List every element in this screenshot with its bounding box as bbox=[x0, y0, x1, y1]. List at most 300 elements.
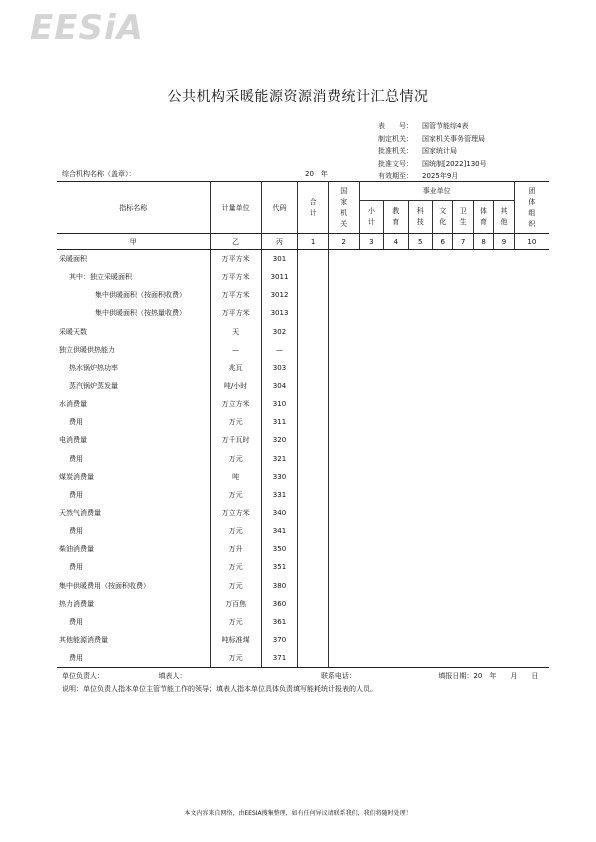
column-number: 甲 bbox=[57, 234, 210, 250]
data-cell-shiye[interactable] bbox=[408, 631, 432, 649]
row-indicator-name: 费用 bbox=[69, 454, 83, 463]
row-code: 331 bbox=[261, 486, 298, 504]
data-cell-tuanti[interactable] bbox=[514, 341, 549, 359]
data-cell-state-org[interactable] bbox=[328, 395, 359, 413]
data-cell-state-org[interactable] bbox=[328, 268, 359, 286]
data-cell-total[interactable] bbox=[298, 468, 329, 486]
data-cell-shiye[interactable] bbox=[433, 250, 453, 269]
data-cell-shiye[interactable] bbox=[408, 450, 432, 468]
data-cell-shiye[interactable] bbox=[384, 395, 408, 413]
table-row bbox=[57, 413, 549, 431]
row-unit: 万元 bbox=[210, 486, 261, 504]
data-cell-shiye[interactable] bbox=[453, 649, 473, 668]
data-cell-shiye[interactable] bbox=[384, 250, 408, 269]
data-cell-shiye[interactable] bbox=[453, 613, 473, 631]
data-cell-shiye[interactable] bbox=[384, 359, 408, 377]
data-cell-shiye[interactable] bbox=[473, 395, 493, 413]
column-number: 10 bbox=[514, 234, 549, 250]
data-cell-shiye[interactable] bbox=[494, 504, 514, 522]
data-cell-shiye[interactable] bbox=[408, 250, 432, 269]
data-cell-shiye[interactable] bbox=[494, 486, 514, 504]
data-cell-total[interactable] bbox=[298, 486, 329, 504]
data-cell-shiye[interactable] bbox=[453, 268, 473, 286]
row-code: 311 bbox=[261, 413, 298, 431]
table-row bbox=[57, 286, 549, 304]
meta-row bbox=[378, 133, 487, 146]
data-cell-shiye[interactable] bbox=[473, 323, 493, 341]
data-cell-tuanti[interactable] bbox=[514, 577, 549, 595]
data-cell-total[interactable] bbox=[298, 631, 329, 649]
data-cell-tuanti[interactable] bbox=[514, 595, 549, 613]
data-cell-shiye[interactable] bbox=[433, 395, 453, 413]
data-cell-shiye[interactable] bbox=[408, 431, 432, 449]
data-cell-shiye[interactable] bbox=[453, 286, 473, 304]
data-cell-shiye[interactable] bbox=[408, 522, 432, 540]
data-cell-shiye[interactable] bbox=[494, 286, 514, 304]
data-cell-tuanti[interactable] bbox=[514, 558, 549, 576]
data-cell-shiye[interactable] bbox=[433, 377, 453, 395]
data-cell-total[interactable] bbox=[298, 268, 329, 286]
row-unit: 兆瓦 bbox=[210, 359, 261, 377]
data-cell-shiye[interactable] bbox=[384, 522, 408, 540]
data-cell-total[interactable] bbox=[298, 613, 329, 631]
data-cell-state-org[interactable] bbox=[328, 595, 359, 613]
data-cell-shiye[interactable] bbox=[453, 450, 473, 468]
data-cell-shiye[interactable] bbox=[433, 504, 453, 522]
data-cell-shiye[interactable] bbox=[359, 250, 383, 269]
data-cell-state-org[interactable] bbox=[328, 323, 359, 341]
table-row bbox=[57, 613, 549, 631]
data-cell-shiye[interactable] bbox=[494, 540, 514, 558]
data-cell-shiye[interactable] bbox=[408, 468, 432, 486]
data-cell-shiye[interactable] bbox=[433, 649, 453, 668]
data-cell-shiye[interactable] bbox=[473, 613, 493, 631]
data-cell-shiye[interactable] bbox=[453, 359, 473, 377]
data-cell-shiye[interactable] bbox=[473, 304, 493, 322]
data-cell-shiye[interactable] bbox=[433, 631, 453, 649]
column-number: 8 bbox=[473, 234, 493, 250]
row-code: 301 bbox=[261, 250, 298, 269]
data-cell-total[interactable] bbox=[298, 377, 329, 395]
row-indicator-name: 费用 bbox=[69, 527, 83, 536]
data-cell-shiye[interactable] bbox=[453, 468, 473, 486]
data-cell-shiye[interactable] bbox=[494, 413, 514, 431]
data-cell-shiye[interactable] bbox=[453, 377, 473, 395]
data-cell-shiye[interactable] bbox=[494, 577, 514, 595]
data-cell-shiye[interactable] bbox=[473, 649, 493, 668]
data-cell-shiye[interactable] bbox=[408, 304, 432, 322]
data-cell-shiye[interactable] bbox=[408, 504, 432, 522]
data-cell-shiye[interactable] bbox=[433, 577, 453, 595]
data-cell-shiye[interactable] bbox=[408, 577, 432, 595]
table-row bbox=[57, 431, 549, 449]
data-cell-shiye[interactable] bbox=[494, 595, 514, 613]
data-cell-shiye[interactable] bbox=[359, 613, 383, 631]
column-number: 2 bbox=[328, 234, 359, 250]
row-indicator-name: 费用 bbox=[69, 617, 83, 626]
data-cell-state-org[interactable] bbox=[328, 250, 359, 269]
data-cell-shiye[interactable] bbox=[494, 395, 514, 413]
data-cell-shiye[interactable] bbox=[473, 631, 493, 649]
data-cell-shiye[interactable] bbox=[433, 268, 453, 286]
data-cell-shiye[interactable] bbox=[433, 323, 453, 341]
data-cell-shiye[interactable] bbox=[473, 504, 493, 522]
row-indicator-name: 集中供暖面积（按热量收费） bbox=[95, 309, 186, 318]
data-cell-shiye[interactable] bbox=[359, 395, 383, 413]
data-cell-shiye[interactable] bbox=[453, 595, 473, 613]
data-cell-total[interactable] bbox=[298, 341, 329, 359]
data-cell-state-org[interactable] bbox=[328, 304, 359, 322]
data-cell-total[interactable] bbox=[298, 649, 329, 668]
data-cell-shiye[interactable] bbox=[384, 631, 408, 649]
data-cell-shiye[interactable] bbox=[384, 304, 408, 322]
data-cell-tuanti[interactable] bbox=[514, 522, 549, 540]
data-cell-shiye[interactable] bbox=[433, 540, 453, 558]
row-code: 304 bbox=[261, 377, 298, 395]
data-cell-shiye[interactable] bbox=[473, 468, 493, 486]
data-cell-tuanti[interactable] bbox=[514, 468, 549, 486]
row-code: 360 bbox=[261, 595, 298, 613]
data-cell-shiye[interactable] bbox=[473, 558, 493, 576]
data-cell-shiye[interactable] bbox=[494, 341, 514, 359]
footer-signatures bbox=[62, 671, 538, 681]
data-cell-shiye[interactable] bbox=[494, 631, 514, 649]
data-cell-tuanti[interactable] bbox=[514, 395, 549, 413]
data-cell-shiye[interactable] bbox=[494, 522, 514, 540]
data-cell-shiye[interactable] bbox=[359, 504, 383, 522]
data-cell-shiye[interactable] bbox=[473, 577, 493, 595]
data-cell-total[interactable] bbox=[298, 577, 329, 595]
data-cell-shiye[interactable] bbox=[384, 468, 408, 486]
data-cell-shiye[interactable] bbox=[433, 304, 453, 322]
data-cell-shiye[interactable] bbox=[408, 268, 432, 286]
data-cell-shiye[interactable] bbox=[384, 323, 408, 341]
meta-value: 国管节能综4表 bbox=[422, 122, 469, 130]
data-cell-shiye[interactable] bbox=[384, 486, 408, 504]
data-cell-total[interactable] bbox=[298, 522, 329, 540]
row-unit: 天 bbox=[210, 323, 261, 341]
data-cell-shiye[interactable] bbox=[408, 286, 432, 304]
meta-value: 国家机关事务管理局 bbox=[422, 134, 485, 143]
data-cell-shiye[interactable] bbox=[453, 341, 473, 359]
data-cell-shiye[interactable] bbox=[453, 395, 473, 413]
data-cell-shiye[interactable] bbox=[408, 613, 432, 631]
row-unit: 万平方米 bbox=[210, 268, 261, 286]
data-cell-state-org[interactable] bbox=[328, 286, 359, 304]
row-unit: 吨/小时 bbox=[210, 377, 261, 395]
data-cell-tuanti[interactable] bbox=[514, 631, 549, 649]
meta-value: 2025年9月 bbox=[422, 172, 459, 180]
data-cell-shiye[interactable] bbox=[433, 359, 453, 377]
data-cell-shiye[interactable] bbox=[384, 377, 408, 395]
data-cell-shiye[interactable] bbox=[359, 631, 383, 649]
data-cell-state-org[interactable] bbox=[328, 504, 359, 522]
data-cell-shiye[interactable] bbox=[384, 613, 408, 631]
data-cell-state-org[interactable] bbox=[328, 631, 359, 649]
data-cell-shiye[interactable] bbox=[408, 558, 432, 576]
data-cell-shiye[interactable] bbox=[453, 577, 473, 595]
data-cell-shiye[interactable] bbox=[359, 486, 383, 504]
table-row bbox=[57, 522, 549, 540]
data-cell-shiye[interactable] bbox=[494, 323, 514, 341]
data-cell-shiye[interactable] bbox=[494, 359, 514, 377]
data-cell-shiye[interactable] bbox=[453, 431, 473, 449]
row-unit: 万升 bbox=[210, 540, 261, 558]
data-cell-shiye[interactable] bbox=[359, 341, 383, 359]
data-cell-state-org[interactable] bbox=[328, 540, 359, 558]
data-cell-shiye[interactable] bbox=[473, 595, 493, 613]
data-cell-shiye[interactable] bbox=[408, 649, 432, 668]
data-cell-shiye[interactable] bbox=[494, 450, 514, 468]
row-code: 3012 bbox=[261, 286, 298, 304]
row-unit: 万立方米 bbox=[210, 395, 261, 413]
data-cell-tuanti[interactable] bbox=[514, 413, 549, 431]
data-cell-shiye[interactable] bbox=[433, 558, 453, 576]
data-cell-shiye[interactable] bbox=[453, 413, 473, 431]
data-cell-shiye[interactable] bbox=[494, 558, 514, 576]
data-cell-shiye[interactable] bbox=[384, 286, 408, 304]
row-unit: 万元 bbox=[210, 649, 261, 668]
table-row bbox=[57, 595, 549, 613]
data-cell-shiye[interactable] bbox=[473, 359, 493, 377]
data-cell-shiye[interactable] bbox=[473, 413, 493, 431]
data-cell-shiye[interactable] bbox=[384, 431, 408, 449]
data-cell-shiye[interactable] bbox=[494, 613, 514, 631]
data-cell-state-org[interactable] bbox=[328, 522, 359, 540]
data-cell-total[interactable] bbox=[298, 413, 329, 431]
data-cell-shiye[interactable] bbox=[494, 649, 514, 668]
data-cell-shiye[interactable] bbox=[408, 377, 432, 395]
data-cell-shiye[interactable] bbox=[494, 250, 514, 269]
data-cell-shiye[interactable] bbox=[359, 468, 383, 486]
data-cell-shiye[interactable] bbox=[408, 341, 432, 359]
column-number: 3 bbox=[359, 234, 383, 250]
data-cell-shiye[interactable] bbox=[359, 268, 383, 286]
data-cell-shiye[interactable] bbox=[433, 413, 453, 431]
data-cell-state-org[interactable] bbox=[328, 558, 359, 576]
data-cell-shiye[interactable] bbox=[453, 250, 473, 269]
data-cell-shiye[interactable] bbox=[453, 540, 473, 558]
data-cell-total[interactable] bbox=[298, 558, 329, 576]
row-code: 303 bbox=[261, 359, 298, 377]
data-cell-shiye[interactable] bbox=[433, 286, 453, 304]
data-cell-shiye[interactable] bbox=[408, 413, 432, 431]
data-cell-tuanti[interactable] bbox=[514, 431, 549, 449]
col-header-sub: 科 技 bbox=[408, 201, 432, 234]
data-cell-total[interactable] bbox=[298, 304, 329, 322]
data-cell-shiye[interactable] bbox=[433, 468, 453, 486]
data-cell-shiye[interactable] bbox=[473, 540, 493, 558]
col-header-sub: 其 他 bbox=[494, 201, 514, 234]
data-cell-shiye[interactable] bbox=[494, 468, 514, 486]
data-cell-total[interactable] bbox=[298, 450, 329, 468]
data-cell-total[interactable] bbox=[298, 595, 329, 613]
data-cell-tuanti[interactable] bbox=[514, 286, 549, 304]
data-cell-shiye[interactable] bbox=[359, 522, 383, 540]
data-cell-state-org[interactable] bbox=[328, 413, 359, 431]
data-cell-shiye[interactable] bbox=[453, 486, 473, 504]
data-cell-shiye[interactable] bbox=[433, 341, 453, 359]
col-header-indicator: 指标名称 bbox=[57, 182, 210, 234]
data-cell-tuanti[interactable] bbox=[514, 504, 549, 522]
data-cell-state-org[interactable] bbox=[328, 577, 359, 595]
data-cell-tuanti[interactable] bbox=[514, 540, 549, 558]
data-cell-tuanti[interactable] bbox=[514, 323, 549, 341]
data-cell-shiye[interactable] bbox=[433, 613, 453, 631]
data-cell-shiye[interactable] bbox=[453, 558, 473, 576]
data-cell-shiye[interactable] bbox=[359, 359, 383, 377]
data-cell-tuanti[interactable] bbox=[514, 268, 549, 286]
data-cell-shiye[interactable] bbox=[473, 486, 493, 504]
meta-row bbox=[378, 158, 487, 171]
data-cell-tuanti[interactable] bbox=[514, 613, 549, 631]
data-cell-shiye[interactable] bbox=[453, 323, 473, 341]
data-cell-shiye[interactable] bbox=[453, 304, 473, 322]
data-cell-shiye[interactable] bbox=[433, 450, 453, 468]
row-indicator-name: 电消费量 bbox=[59, 436, 87, 445]
data-cell-tuanti[interactable] bbox=[514, 304, 549, 322]
data-cell-shiye[interactable] bbox=[384, 450, 408, 468]
data-cell-shiye[interactable] bbox=[433, 595, 453, 613]
data-cell-shiye[interactable] bbox=[473, 431, 493, 449]
row-indicator-name: 费用 bbox=[69, 418, 83, 427]
data-cell-shiye[interactable] bbox=[408, 595, 432, 613]
col-header-tuanti: 团 体 组 织 bbox=[514, 182, 549, 234]
data-cell-shiye[interactable] bbox=[494, 377, 514, 395]
data-cell-shiye[interactable] bbox=[384, 595, 408, 613]
data-cell-shiye[interactable] bbox=[494, 268, 514, 286]
data-cell-shiye[interactable] bbox=[359, 413, 383, 431]
row-code: 330 bbox=[261, 468, 298, 486]
data-cell-tuanti[interactable] bbox=[514, 377, 549, 395]
form-meta-block bbox=[378, 120, 487, 183]
data-cell-tuanti[interactable] bbox=[514, 359, 549, 377]
row-indicator-name: 其他能源消费量 bbox=[59, 636, 108, 645]
row-indicator-name: 水消费量 bbox=[59, 400, 87, 409]
data-cell-shiye[interactable] bbox=[359, 377, 383, 395]
row-unit: 万百焦 bbox=[210, 595, 261, 613]
column-number: 5 bbox=[408, 234, 432, 250]
row-code: 371 bbox=[261, 649, 298, 668]
data-cell-total[interactable] bbox=[298, 359, 329, 377]
data-cell-total[interactable] bbox=[298, 323, 329, 341]
row-unit: 万元 bbox=[210, 613, 261, 631]
row-indicator-name: 集中供暖费用（按面积收费） bbox=[59, 581, 150, 590]
data-cell-shiye[interactable] bbox=[473, 286, 493, 304]
row-unit: 万元 bbox=[210, 577, 261, 595]
data-cell-total[interactable] bbox=[298, 286, 329, 304]
data-cell-total[interactable] bbox=[298, 395, 329, 413]
data-cell-shiye[interactable] bbox=[359, 431, 383, 449]
data-cell-tuanti[interactable] bbox=[514, 486, 549, 504]
data-cell-state-org[interactable] bbox=[328, 613, 359, 631]
data-cell-shiye[interactable] bbox=[408, 540, 432, 558]
row-indicator-name: 热力消费量 bbox=[59, 599, 94, 608]
data-cell-shiye[interactable] bbox=[359, 286, 383, 304]
data-cell-total[interactable] bbox=[298, 504, 329, 522]
data-cell-shiye[interactable] bbox=[359, 577, 383, 595]
data-cell-tuanti[interactable] bbox=[514, 250, 549, 269]
column-number: 1 bbox=[298, 234, 329, 250]
meta-key: 批准文号： bbox=[378, 159, 413, 168]
data-cell-shiye[interactable] bbox=[408, 359, 432, 377]
data-cell-total[interactable] bbox=[298, 540, 329, 558]
data-cell-shiye[interactable] bbox=[359, 558, 383, 576]
row-indicator-name: 天然气消费量 bbox=[59, 509, 101, 518]
col-header-state-org: 国 家 机 关 bbox=[328, 182, 359, 234]
data-cell-shiye[interactable] bbox=[384, 341, 408, 359]
row-indicator-name: 集中供暖面积（按面积收费） bbox=[95, 291, 186, 300]
data-cell-shiye[interactable] bbox=[433, 522, 453, 540]
data-cell-shiye[interactable] bbox=[473, 522, 493, 540]
data-cell-shiye[interactable] bbox=[453, 522, 473, 540]
data-cell-shiye[interactable] bbox=[359, 649, 383, 668]
data-cell-shiye[interactable] bbox=[494, 431, 514, 449]
data-cell-shiye[interactable] bbox=[408, 486, 432, 504]
table-row bbox=[57, 649, 549, 668]
data-cell-shiye[interactable] bbox=[384, 577, 408, 595]
data-cell-shiye[interactable] bbox=[473, 341, 493, 359]
data-cell-total[interactable] bbox=[298, 250, 329, 269]
row-unit: 万立方米 bbox=[210, 504, 261, 522]
data-cell-shiye[interactable] bbox=[473, 268, 493, 286]
data-cell-state-org[interactable] bbox=[328, 468, 359, 486]
data-cell-shiye[interactable] bbox=[359, 450, 383, 468]
data-cell-shiye[interactable] bbox=[384, 268, 408, 286]
data-cell-shiye[interactable] bbox=[453, 631, 473, 649]
data-cell-state-org[interactable] bbox=[328, 377, 359, 395]
data-cell-tuanti[interactable] bbox=[514, 649, 549, 668]
data-cell-shiye[interactable] bbox=[359, 540, 383, 558]
data-cell-shiye[interactable] bbox=[359, 323, 383, 341]
data-cell-tuanti[interactable] bbox=[514, 450, 549, 468]
data-cell-shiye[interactable] bbox=[408, 395, 432, 413]
data-cell-shiye[interactable] bbox=[408, 323, 432, 341]
data-cell-state-org[interactable] bbox=[328, 649, 359, 668]
data-cell-state-org[interactable] bbox=[328, 341, 359, 359]
data-cell-shiye[interactable] bbox=[473, 450, 493, 468]
table-row bbox=[57, 468, 549, 486]
table-row bbox=[57, 577, 549, 595]
row-indicator-name: 独立供暖供热能力 bbox=[59, 345, 115, 354]
data-cell-state-org[interactable] bbox=[328, 450, 359, 468]
data-cell-shiye[interactable] bbox=[384, 413, 408, 431]
data-cell-shiye[interactable] bbox=[433, 486, 453, 504]
data-cell-shiye[interactable] bbox=[384, 649, 408, 668]
data-cell-shiye[interactable] bbox=[453, 504, 473, 522]
data-cell-total[interactable] bbox=[298, 431, 329, 449]
row-unit: — bbox=[210, 341, 261, 359]
data-cell-shiye[interactable] bbox=[494, 304, 514, 322]
data-cell-shiye[interactable] bbox=[359, 304, 383, 322]
data-cell-state-org[interactable] bbox=[328, 486, 359, 504]
data-cell-shiye[interactable] bbox=[433, 431, 453, 449]
footer-phone: 联系电话： bbox=[320, 672, 356, 680]
data-cell-shiye[interactable] bbox=[473, 250, 493, 269]
data-cell-shiye[interactable] bbox=[384, 540, 408, 558]
row-indicator-name: 费用 bbox=[57, 649, 210, 668]
data-cell-state-org[interactable] bbox=[328, 431, 359, 449]
data-cell-shiye[interactable] bbox=[384, 558, 408, 576]
row-unit: 万平方米 bbox=[210, 304, 261, 322]
row-indicator-name: 柴油消费量 bbox=[59, 545, 94, 554]
row-unit: 万元 bbox=[210, 558, 261, 576]
data-cell-shiye[interactable] bbox=[384, 504, 408, 522]
col-header-code: 代码 bbox=[261, 182, 298, 234]
data-cell-shiye[interactable] bbox=[359, 595, 383, 613]
data-cell-state-org[interactable] bbox=[328, 359, 359, 377]
data-cell-shiye[interactable] bbox=[473, 377, 493, 395]
